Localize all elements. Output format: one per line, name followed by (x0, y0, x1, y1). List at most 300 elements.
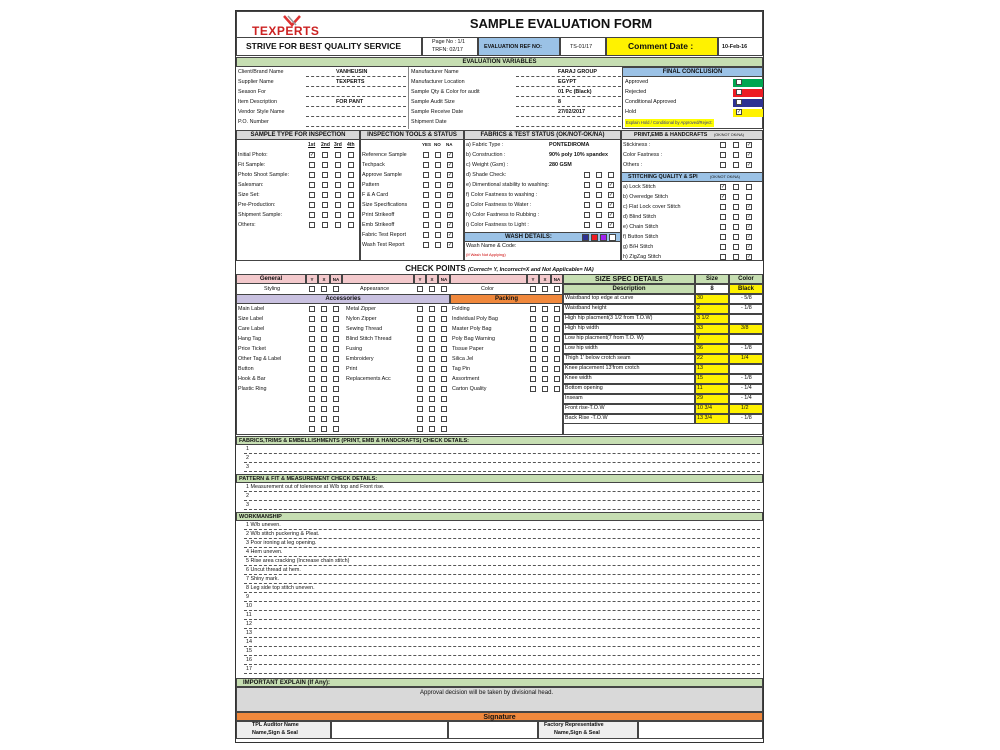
stitching-checkbox[interactable] (733, 254, 739, 260)
workmanship-dots (244, 673, 760, 674)
final-option-checkbox[interactable] (736, 89, 742, 95)
stitching-checkbox[interactable]: ✓ (721, 194, 726, 200)
cp-checkbox[interactable] (429, 286, 435, 292)
tools-checkbox[interactable]: ✓ (448, 152, 453, 158)
tools-checkbox[interactable] (423, 192, 429, 198)
print-checkbox[interactable] (733, 162, 739, 168)
accessory-checkbox[interactable] (417, 346, 423, 352)
packing-checkbox[interactable] (554, 336, 560, 342)
cp-checkbox[interactable] (417, 286, 423, 292)
accessory-checkbox[interactable] (429, 306, 435, 312)
eval-variables-title: EVALUATION VARIABLES (236, 57, 763, 67)
print-checkbox[interactable] (733, 142, 739, 148)
accessory-row: Size Label (238, 316, 264, 322)
sample-type-checkbox[interactable] (335, 152, 341, 158)
print-checkbox[interactable] (720, 162, 726, 168)
tools-checkbox[interactable]: ✓ (448, 162, 453, 168)
packing-checkbox[interactable] (542, 366, 548, 372)
stitching-checkbox[interactable]: ✓ (747, 214, 752, 220)
cp-checkbox[interactable] (321, 286, 327, 292)
packing-checkbox[interactable] (542, 386, 548, 392)
packing-row: Tissue Paper (452, 346, 484, 352)
cp-checkbox[interactable] (333, 286, 339, 292)
tools-title: INSPECTION TOOLS & STATUS (360, 130, 464, 140)
stitching-checkbox[interactable]: ✓ (721, 184, 726, 190)
accessory-checkbox[interactable] (321, 336, 327, 342)
final-option-checkbox[interactable] (736, 79, 742, 85)
accessory-checkbox[interactable] (309, 316, 315, 322)
spec-color: - 1/8 (741, 305, 752, 311)
factory-sign-space (638, 721, 763, 739)
sample-type-checkbox[interactable] (335, 202, 341, 208)
sample-type-checkbox[interactable] (322, 152, 328, 158)
yxna-col: X (539, 274, 551, 284)
sample-type-checkbox[interactable] (322, 202, 328, 208)
sample-type-checkbox[interactable] (348, 222, 354, 228)
sample-type-checkbox[interactable] (309, 222, 315, 228)
accessory-checkbox[interactable] (309, 396, 315, 402)
accessory-checkbox[interactable] (333, 416, 339, 422)
cp-checkbox[interactable] (554, 286, 560, 292)
accessory-checkbox[interactable] (333, 366, 339, 372)
fabric-checkbox[interactable]: ✓ (609, 222, 614, 228)
accessory-checkbox[interactable] (441, 416, 447, 422)
tools-checkbox[interactable] (435, 202, 441, 208)
workmanship-line: 13 (246, 630, 252, 636)
packing-checkbox[interactable] (530, 346, 536, 352)
stitching-checkbox[interactable] (720, 244, 726, 250)
sample-type-checkbox[interactable] (335, 182, 341, 188)
accessory-checkbox[interactable] (321, 306, 327, 312)
accessory-checkbox[interactable] (333, 376, 339, 382)
sample-type-checkbox[interactable] (335, 172, 341, 178)
accessory-checkbox[interactable] (321, 386, 327, 392)
tools-checkbox[interactable] (435, 212, 441, 218)
accessory-checkbox[interactable] (309, 386, 315, 392)
print-checkbox[interactable] (720, 152, 726, 158)
dotted-line (516, 96, 621, 97)
accessory-checkbox[interactable] (309, 356, 315, 362)
tpl-sign: Name,Sign & Seal (252, 730, 298, 736)
accessory-checkbox[interactable] (321, 406, 327, 412)
sample-type-checkbox[interactable] (335, 162, 341, 168)
print-row: Color Fastness : (623, 152, 663, 158)
stitching-checkbox[interactable] (733, 214, 739, 220)
accessory-checkbox[interactable] (309, 376, 315, 382)
tools-checkbox[interactable] (423, 202, 429, 208)
packing-checkbox[interactable] (554, 346, 560, 352)
accessory-row: Main Label (238, 306, 265, 312)
stitching-checkbox[interactable] (746, 184, 752, 190)
accessory-checkbox[interactable] (417, 306, 423, 312)
final-option-checkbox[interactable] (736, 99, 742, 105)
accessory-checkbox[interactable] (417, 426, 423, 432)
packing-checkbox[interactable] (530, 326, 536, 332)
size-spec-title: SIZE SPEC DETAILS (563, 274, 695, 284)
sample-type-checkbox[interactable] (322, 212, 328, 218)
accessories-title: Accessories (236, 294, 450, 304)
packing-checkbox[interactable] (542, 326, 548, 332)
stitching-checkbox[interactable] (733, 224, 739, 230)
fabric-row-label: i) Color Fastness to Light : (466, 222, 529, 228)
tpl-label: TPL Auditor Name (252, 722, 299, 728)
packing-checkbox[interactable] (542, 356, 548, 362)
general-title: General (236, 274, 306, 284)
fabric-checkbox[interactable] (596, 222, 602, 228)
stitching-checkbox[interactable] (733, 194, 739, 200)
accessory-checkbox[interactable] (417, 376, 423, 382)
accessory-checkbox[interactable] (321, 426, 327, 432)
sign-space (448, 721, 538, 739)
accessory-checkbox[interactable] (333, 356, 339, 362)
fabric-checkbox[interactable] (596, 202, 602, 208)
accessory-checkbox[interactable] (417, 336, 423, 342)
packing-checkbox[interactable] (542, 346, 548, 352)
sample-type-checkbox[interactable] (309, 202, 315, 208)
tools-checkbox[interactable]: ✓ (448, 182, 453, 188)
stitching-sub: (OK/NOT OK/NA) (710, 175, 740, 179)
packing-checkbox[interactable] (554, 386, 560, 392)
accessory-checkbox[interactable] (309, 366, 315, 372)
fabric_details-line: 3 (246, 464, 249, 470)
accessory-checkbox[interactable] (333, 306, 339, 312)
accessory-checkbox[interactable] (417, 356, 423, 362)
print-checkbox[interactable]: ✓ (747, 142, 752, 148)
sample-type-checkbox[interactable] (348, 212, 354, 218)
sample-type-checkbox[interactable] (335, 212, 341, 218)
sample-type-checkbox[interactable] (348, 202, 354, 208)
stitching-checkbox[interactable] (720, 204, 726, 210)
sample-type-checkbox[interactable] (309, 212, 315, 218)
dotted-line (306, 96, 406, 97)
spec-desc: Waistband height (565, 305, 607, 311)
packing-checkbox[interactable] (554, 326, 560, 332)
accessory-checkbox[interactable] (429, 346, 435, 352)
spec-desc: Front rise-T.O.W (565, 405, 605, 411)
spec-desc: Knee placement 13'from crotch (565, 365, 640, 371)
tools-row: Approve Sample (362, 172, 402, 178)
tools-checkbox[interactable] (435, 192, 441, 198)
sample-type-checkbox[interactable] (348, 192, 354, 198)
tools-checkbox[interactable] (435, 242, 441, 248)
tools-checkbox[interactable] (423, 172, 429, 178)
accessory-checkbox[interactable] (429, 376, 435, 382)
dotted-line (516, 106, 621, 107)
sample-type-checkbox[interactable] (309, 172, 315, 178)
workmanship-line: 6 Uncut thread at hem. (246, 567, 301, 573)
cp-checkbox[interactable] (530, 286, 536, 292)
accessory-checkbox[interactable] (333, 386, 339, 392)
accessory-checkbox[interactable] (429, 326, 435, 332)
fabric-checkbox[interactable] (596, 182, 602, 188)
sample-type-checkbox[interactable] (309, 162, 315, 168)
sample-type-checkbox[interactable] (322, 192, 328, 198)
packing-checkbox[interactable] (530, 316, 536, 322)
tools-checkbox[interactable]: ✓ (448, 212, 453, 218)
workmanship-dots (244, 655, 760, 656)
accessory-checkbox[interactable] (321, 326, 327, 332)
yxna-col: Y (527, 274, 539, 284)
accessory-checkbox[interactable] (309, 426, 315, 432)
tools-checkbox[interactable]: ✓ (448, 242, 453, 248)
workmanship-line: 16 (246, 657, 252, 663)
accessory-row: Button (238, 366, 254, 372)
sample-type-checkbox[interactable] (348, 172, 354, 178)
sample-type-checkbox[interactable] (309, 192, 315, 198)
sample-type-col: 2nd (321, 142, 330, 148)
workmanship-line: 14 (246, 639, 252, 645)
accessory-checkbox[interactable] (309, 406, 315, 412)
sample-type-checkbox[interactable] (322, 162, 328, 168)
yxna-col: NA (551, 274, 563, 284)
factory-label: Factory Representative (544, 722, 604, 728)
accessory-checkbox[interactable] (417, 366, 423, 372)
accessory-checkbox[interactable] (309, 416, 315, 422)
accessory-checkbox[interactable] (429, 316, 435, 322)
sample-type-checkbox[interactable] (348, 182, 354, 188)
accessory-checkbox[interactable] (429, 386, 435, 392)
accessory-checkbox[interactable] (417, 396, 423, 402)
packing-checkbox[interactable] (530, 356, 536, 362)
packing-checkbox[interactable] (554, 376, 560, 382)
accessory-checkbox[interactable] (441, 316, 447, 322)
fabric-checkbox[interactable] (584, 212, 590, 218)
fabric-row-label: c) Weight (Gsm) : (466, 162, 509, 168)
workmanship-dots (244, 646, 760, 647)
packing-checkbox[interactable] (530, 306, 536, 312)
workmanship-dots (244, 565, 760, 566)
accessory-checkbox[interactable] (429, 406, 435, 412)
accessory-checkbox[interactable] (429, 366, 435, 372)
fabric-checkbox[interactable]: ✓ (609, 202, 614, 208)
sample-type-checkbox[interactable] (322, 172, 328, 178)
fabric-row-label: h) Color Fastness to Rubbing : (466, 212, 540, 218)
print-title-text: PRINT,EMB & HANDCRAFTS (634, 132, 708, 138)
tools-checkbox[interactable] (435, 152, 441, 158)
accessory-checkbox[interactable] (333, 396, 339, 402)
workmanship-dots (244, 601, 760, 602)
stitching-checkbox[interactable] (720, 254, 726, 260)
stitching-checkbox[interactable] (720, 224, 726, 230)
final-option-checkbox[interactable]: ✓ (737, 109, 742, 115)
fabric-checkbox[interactable] (608, 172, 614, 178)
fabric-checkbox[interactable] (584, 202, 590, 208)
workmanship-dots (244, 547, 760, 548)
logo-text: TEXPERTS (252, 24, 320, 38)
sample-type-checkbox[interactable] (309, 182, 315, 188)
accessory-checkbox[interactable] (417, 416, 423, 422)
cp-checkbox[interactable] (309, 286, 315, 292)
size-value: 8 (695, 284, 729, 294)
tools-checkbox[interactable]: ✓ (448, 232, 453, 238)
accessory-checkbox[interactable] (441, 306, 447, 312)
accessory-checkbox[interactable] (417, 406, 423, 412)
tools-checkbox[interactable] (423, 162, 429, 168)
cp-checkbox[interactable] (542, 286, 548, 292)
tools-checkbox[interactable] (423, 242, 429, 248)
stitching-checkbox[interactable] (733, 234, 739, 240)
stitching-checkbox[interactable] (746, 194, 752, 200)
packing-row: Carton Quality (452, 386, 487, 392)
accessory-checkbox[interactable] (429, 356, 435, 362)
accessory-checkbox[interactable] (321, 346, 327, 352)
accessory-checkbox[interactable] (441, 336, 447, 342)
wash-note: (If Wash Not Applying) (466, 252, 506, 257)
accessory-checkbox[interactable] (417, 326, 423, 332)
spec-color-cell (729, 314, 763, 324)
print-checkbox[interactable]: ✓ (747, 152, 752, 158)
packing-row: Assortment (452, 376, 480, 382)
accessory-checkbox[interactable] (429, 416, 435, 422)
stitching-checkbox[interactable]: ✓ (747, 254, 752, 260)
tools-row: Techpack (362, 162, 385, 168)
fabric-checkbox[interactable]: ✓ (609, 212, 614, 218)
print-checkbox[interactable]: ✓ (747, 162, 752, 168)
accessory-checkbox[interactable] (417, 316, 423, 322)
stitching-checkbox[interactable]: ✓ (747, 224, 752, 230)
accessory-checkbox[interactable] (429, 336, 435, 342)
accessory-checkbox[interactable] (417, 386, 423, 392)
packing-checkbox[interactable] (542, 336, 548, 342)
fabric-checkbox[interactable] (596, 212, 602, 218)
tools-checkbox[interactable] (435, 182, 441, 188)
stitching-checkbox[interactable]: ✓ (747, 244, 752, 250)
accessory-checkbox[interactable] (309, 336, 315, 342)
color-col: Color (729, 274, 763, 284)
accessory-checkbox[interactable] (333, 346, 339, 352)
stitching-checkbox[interactable] (720, 234, 726, 240)
sample-type-row: Shipment Sample: (238, 212, 283, 218)
sample-type-checkbox[interactable] (348, 152, 354, 158)
tools-checkbox[interactable]: ✓ (448, 222, 453, 228)
accessory-checkbox[interactable] (441, 376, 447, 382)
accessory-checkbox[interactable] (309, 306, 315, 312)
fabric-checkbox[interactable] (596, 172, 602, 178)
fabric-checkbox[interactable] (596, 192, 602, 198)
workmanship-dots (244, 637, 760, 638)
accessory-checkbox[interactable] (441, 426, 447, 432)
stitching-checkbox[interactable] (733, 184, 739, 190)
fabric-row-label: f) Color Fastness to washing : (466, 192, 538, 198)
sample-type-checkbox[interactable] (348, 162, 354, 168)
tools-checkbox[interactable] (435, 222, 441, 228)
accessory-checkbox[interactable] (441, 346, 447, 352)
packing-checkbox[interactable] (542, 306, 548, 312)
final-note: Explain Hold / Conditional by Approved/Reject: (626, 120, 713, 125)
accessory-checkbox[interactable] (321, 356, 327, 362)
accessory-checkbox[interactable] (333, 336, 339, 342)
fabric-checkbox[interactable] (584, 172, 590, 178)
accessory-checkbox[interactable] (441, 326, 447, 332)
yxna-col: NA (438, 274, 450, 284)
sample-type-checkbox[interactable] (335, 222, 341, 228)
accessory-checkbox[interactable] (321, 316, 327, 322)
sample-type-checkbox[interactable] (335, 192, 341, 198)
packing-checkbox[interactable] (530, 336, 536, 342)
spec-desc: Back Rise -T.O.W (565, 415, 608, 421)
accessory-checkbox[interactable] (441, 406, 447, 412)
fabric-checkbox[interactable] (584, 222, 590, 228)
stitching-checkbox[interactable] (720, 214, 726, 220)
tools-checkbox[interactable]: ✓ (448, 192, 453, 198)
packing-checkbox[interactable] (530, 376, 536, 382)
packing-checkbox[interactable] (554, 316, 560, 322)
accessory-checkbox[interactable] (309, 326, 315, 332)
packing-checkbox[interactable] (554, 356, 560, 362)
fabric-checkbox[interactable] (584, 182, 590, 188)
packing-checkbox[interactable] (542, 316, 548, 322)
fabric-checkbox[interactable]: ✓ (609, 192, 614, 198)
sample-type-checkbox[interactable]: ✓ (310, 152, 315, 158)
fabric-checkbox[interactable]: ✓ (609, 182, 614, 188)
packing-checkbox[interactable] (554, 306, 560, 312)
fabric_details-title: FABRICS,TRIMS & EMBELLISHMENTS (PRINT, EMB & HANDCRAFTS) CHECK DETAILS: (236, 436, 763, 445)
accessory-checkbox[interactable] (441, 356, 447, 362)
tools-row: Size Specifications (362, 202, 408, 208)
spec-color: - 1/8 (741, 415, 752, 421)
sample-type-checkbox[interactable] (322, 222, 328, 228)
accessory-checkbox[interactable] (429, 396, 435, 402)
accessory-checkbox[interactable] (333, 326, 339, 332)
spec-color: - 5/8 (741, 295, 752, 301)
tools-checkbox[interactable] (423, 232, 429, 238)
fabric-checkbox[interactable] (584, 192, 590, 198)
accessory-checkbox[interactable] (321, 376, 327, 382)
accessory-checkbox[interactable] (441, 366, 447, 372)
packing-checkbox[interactable] (530, 366, 536, 372)
accessory-checkbox[interactable] (321, 396, 327, 402)
workmanship-line: 1 W/b uneven. (246, 522, 281, 528)
packing-checkbox[interactable] (530, 386, 536, 392)
accessory-checkbox[interactable] (333, 426, 339, 432)
accessory-row: Metal Zipper (346, 306, 376, 312)
stitching-row: g) B/H Stitch (623, 244, 654, 250)
accessory-checkbox[interactable] (309, 346, 315, 352)
eval-var-label: Vendor Style Name (238, 109, 285, 115)
tools-checkbox[interactable] (423, 212, 429, 218)
tools-checkbox[interactable] (423, 152, 429, 158)
texperts-logo (248, 14, 328, 38)
print-checkbox[interactable] (733, 152, 739, 158)
pattern_details-line: 2 (246, 493, 249, 499)
stitching-checkbox[interactable] (733, 204, 739, 210)
packing-checkbox[interactable] (554, 366, 560, 372)
print-checkbox[interactable] (720, 142, 726, 148)
stitching-checkbox[interactable]: ✓ (747, 234, 752, 240)
accessory-checkbox[interactable] (321, 366, 327, 372)
tools-checkbox[interactable] (435, 172, 441, 178)
accessory-checkbox[interactable] (321, 416, 327, 422)
fabrics-title: FABRICS & TEST STATUS (OK/NOT-OK/NA) (464, 130, 621, 140)
packing-checkbox[interactable] (542, 376, 548, 382)
tools-checkbox[interactable]: ✓ (448, 172, 453, 178)
accessory-checkbox[interactable] (441, 386, 447, 392)
stitching-checkbox[interactable]: ✓ (747, 204, 752, 210)
tools-checkbox[interactable]: ✓ (448, 202, 453, 208)
cp-checkbox[interactable] (441, 286, 447, 292)
stitching-checkbox[interactable] (733, 244, 739, 250)
tools-checkbox[interactable] (423, 222, 429, 228)
accessory-checkbox[interactable] (429, 426, 435, 432)
tools-checkbox[interactable] (423, 182, 429, 188)
tools-checkbox[interactable] (435, 232, 441, 238)
spec-size: 13 3/4 (697, 415, 712, 421)
sample-type-checkbox[interactable] (322, 182, 328, 188)
accessory-checkbox[interactable] (333, 406, 339, 412)
accessory-checkbox[interactable] (333, 316, 339, 322)
accessory-checkbox[interactable] (441, 396, 447, 402)
tools-checkbox[interactable] (435, 162, 441, 168)
